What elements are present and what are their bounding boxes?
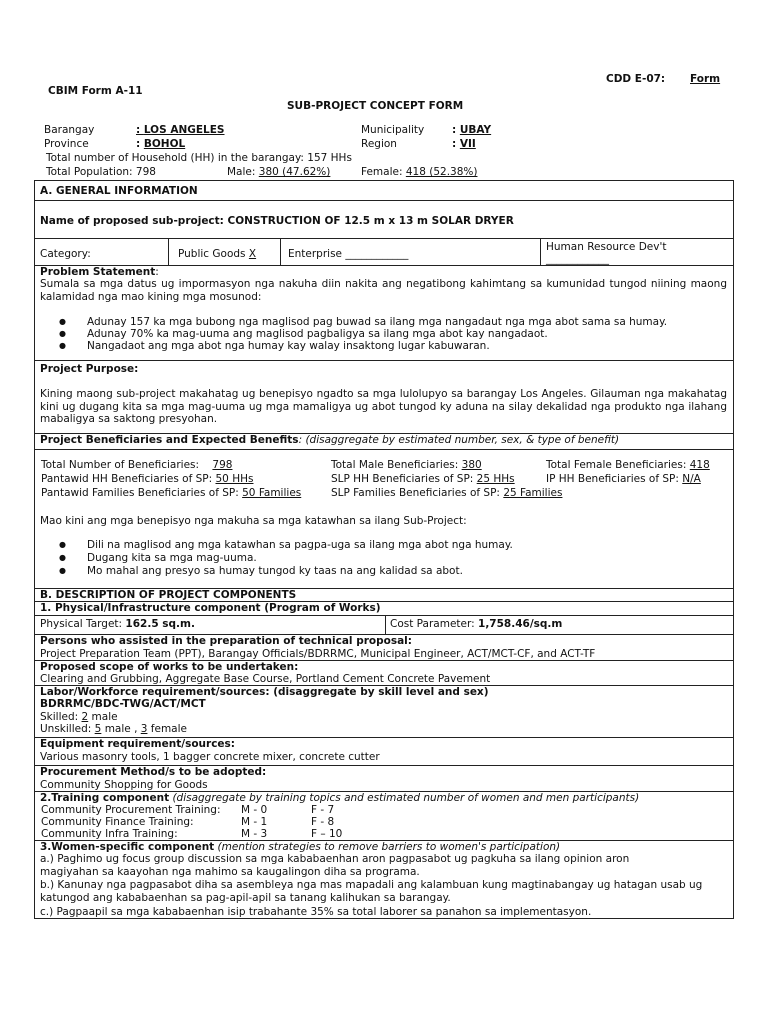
women-heading: 3.Women-specific component (mention strategies to remove barriers to women's participation) <box>40 841 561 853</box>
training-heading: 2.Training component (disaggregate by training topics and estimated number of women and men participants) <box>40 792 640 804</box>
skilled-workers: Skilled: 2 male <box>40 711 118 723</box>
municipality-label: Municipality <box>361 124 425 136</box>
region-label: Region <box>361 138 397 150</box>
persons-heading: Persons who assisted in the preparation of technical proposal: <box>40 635 412 647</box>
benefit-bullet-1: ● Dili na maglisod ang mga katawhan sa pagpa-uga sa ilang mga abot nga humay. <box>59 539 513 551</box>
purpose-text: Kining maong sub-project makahatag ug benepisyo ngadto sa mga lulolupyo sa barangay Los Angeles. Gilauman nga makahatag kini ug dugang kita sa mga mag-uuma ug mga mamaligya ug abot tungod ky aduna na silay dekalidad nga produkto nga ilahang mabaligya sa saktong presyohan. <box>40 388 727 425</box>
form-title: SUB-PROJECT CONCEPT FORM <box>287 100 464 112</box>
physical-target: Physical Target: 162.5 sq.m. <box>40 618 195 630</box>
women-strategy-a: a.) Paghimo ug focus group discussion sa mga kababaenhan aron pagpasabot ug pagkuha sa ilang opinion aron magiyahan sa kaayohan nga mahimo sa kaugalingon diha sa programa. <box>40 853 630 878</box>
training-procurement: Community Procurement Training: <box>41 804 221 816</box>
training-procurement-female: F - 7 <box>311 804 335 816</box>
cbim-form-code: CBIM Form A-11 <box>48 85 143 97</box>
hr-dev-blank: ____________ <box>546 253 609 265</box>
cdd-code: CDD E-07: <box>606 73 666 85</box>
procurement-text: Community Shopping for Goods <box>40 779 208 791</box>
concept-form-table <box>34 180 734 919</box>
problem-heading: Problem Statement: <box>40 266 159 278</box>
labor-heading: Labor/Workforce requirement/sources: (disaggregate by skill level and sex) <box>40 686 489 698</box>
ip-hh-beneficiaries: IP HH Beneficiaries of SP: N/A <box>546 473 701 485</box>
equipment-text: Various masonry tools, 1 bagger concrete mixer, concrete cutter <box>40 751 380 763</box>
benefit-bullet-2: ● Dugang kita sa mga mag-uuma. <box>59 552 257 564</box>
training-procurement-male: M - 0 <box>241 804 268 816</box>
unskilled-workers: Unskilled: 5 male , 3 female <box>40 723 187 735</box>
barangay-value: : LOS ANGELES <box>136 124 225 136</box>
persons-text: Project Preparation Team (PPT), Barangay Officials/BDRRMC, Municipal Engineer, ACT/MCT-CF, and ACT-TF <box>40 648 596 660</box>
women-strategy-c: c.) Pagpaapil sa mga kababaenhan isip trabahante 35% sa total laborer sa panahon sa implementasyon. <box>40 906 592 918</box>
training-finance-male: M - 1 <box>241 816 268 828</box>
physical-component-heading: 1. Physical/Infrastructure component (Program of Works) <box>40 602 381 614</box>
slp-hh-beneficiaries: SLP HH Beneficiaries of SP: 25 HHs <box>331 473 515 485</box>
category-label: Category: <box>40 248 91 260</box>
procurement-heading: Procurement Method/s to be adopted: <box>40 766 267 778</box>
training-finance-female: F - 8 <box>311 816 335 828</box>
labor-sub: BDRRMC/BDC-TWG/ACT/MCT <box>40 698 206 710</box>
benefit-bullet-3: ● Mo mahal ang presyo sa humay tungod ky taas na ang kalidad sa abot. <box>59 565 463 577</box>
pantawid-hh-beneficiaries: Pantawid HH Beneficiaries of SP: 50 HHs <box>41 473 254 485</box>
households-text: Total number of Household (HH) in the barangay: 157 HHs <box>46 152 352 164</box>
enterprise-option: Enterprise ____________ <box>288 248 409 260</box>
hr-dev-label: Human Resource Dev't <box>546 241 667 253</box>
pantawid-families-beneficiaries: Pantawid Families Beneficiaries of SP: 50 Families <box>41 487 302 499</box>
barangay-label: Barangay <box>44 124 95 136</box>
scope-text: Clearing and Grubbing, Aggregate Base Course, Portland Cement Concrete Pavement <box>40 673 491 685</box>
equipment-heading: Equipment requirement/sources: <box>40 738 235 750</box>
problem-text: Sumala sa mga datus ug impormasyon nga nakuha diin nakita ang negatibong kahimtang sa kumunidad tungod niining maong kalamidad nga mao kining mga mosunod: <box>40 278 727 303</box>
training-finance: Community Finance Training: <box>41 816 194 828</box>
total-beneficiaries: Total Number of Beneficiaries: 798 <box>41 459 233 471</box>
slp-families-beneficiaries: SLP Families Beneficiaries of SP: 25 Families <box>331 487 563 499</box>
male-count: Male: 380 (47.62%) <box>227 166 331 178</box>
public-goods-option: Public Goods X <box>178 248 257 260</box>
problem-bullet-2: ● Adunay 70% ka mag-uuma ang maglisod pagbaligya sa ilang mga abot kay nangadaot. <box>59 328 548 340</box>
training-infra-male: M - 3 <box>241 828 268 840</box>
section-b-heading: B. DESCRIPTION OF PROJECT COMPONENTS <box>40 589 297 601</box>
training-infra-female: F – 10 <box>311 828 343 840</box>
population-text: Total Population: 798 <box>46 166 156 178</box>
province-value: : BOHOL <box>136 138 186 150</box>
province-label: Province <box>44 138 89 150</box>
training-infra: Community Infra Training: <box>41 828 178 840</box>
female-beneficiaries: Total Female Beneficiaries: 418 <box>546 459 710 471</box>
problem-bullet-3: ● Nangadaot ang mga abot nga humay kay walay insaktong lugar kabuwaran. <box>59 340 490 352</box>
women-strategy-b: b.) Kanunay nga pagpasabot diha sa asembleya nga mas mapadali ang kalambuan kung magtinabangay ug hatagan usab ug katungod ang kababaenhan sa pag-apil-apil sa tanang kalihukan sa barangay. <box>40 879 703 904</box>
cost-parameter: Cost Parameter: 1,758.46/sq.m <box>390 618 563 630</box>
male-beneficiaries: Total Male Beneficiaries: 380 <box>331 459 482 471</box>
region-value: : VII <box>452 138 476 150</box>
benefits-intro: Mao kini ang mga benepisyo nga makuha sa mga katawhan sa ilang Sub-Project: <box>40 515 467 527</box>
problem-bullet-1: ● Adunay 157 ka mga bubong nga maglisod pag buwad sa ilang mga nangadaut nga mga abot sama sa humay. <box>59 316 667 328</box>
public-goods-check: X <box>248 248 257 260</box>
project-name: Name of proposed sub-project: CONSTRUCTION OF 12.5 m x 13 m SOLAR DRYER <box>40 215 514 227</box>
cdd-form-link: Form <box>690 73 721 85</box>
scope-heading: Proposed scope of works to be undertaken: <box>40 661 299 673</box>
section-a-heading: A. GENERAL INFORMATION <box>40 185 198 197</box>
female-count: Female: 418 (52.38%) <box>361 166 478 178</box>
beneficiaries-heading: Project Beneficiaries and Expected Benefits: (disaggregate by estimated number, sex, & type of benefit) <box>40 434 620 446</box>
purpose-heading: Project Purpose: <box>40 363 139 375</box>
municipality-value: : UBAY <box>452 124 492 136</box>
